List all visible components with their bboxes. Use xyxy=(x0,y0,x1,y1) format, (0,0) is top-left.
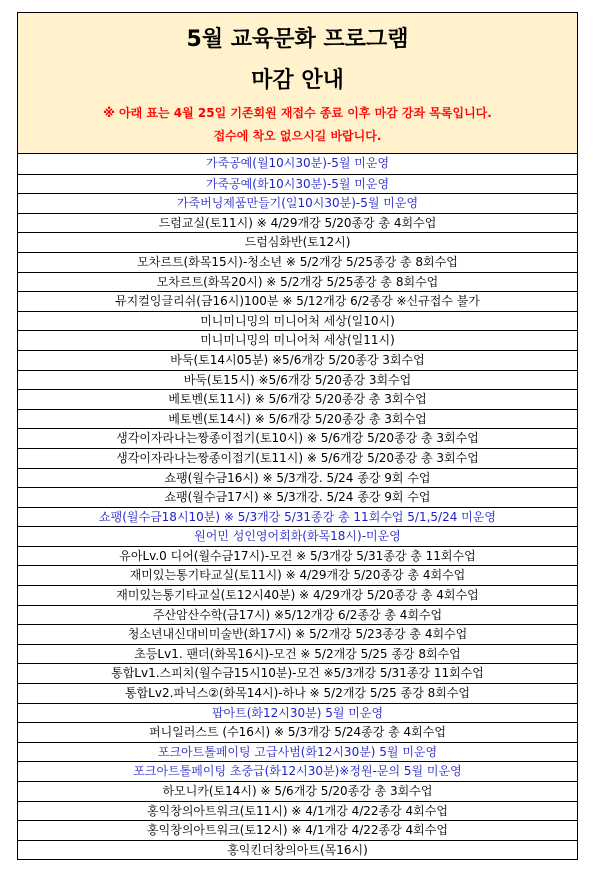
course-row: 바둑(토14시05분) ※5/6개강 5/20종강 3회수업 xyxy=(18,350,577,370)
course-row: 통합Lv2.파닉스②(화목14시)-하나 ※ 5/2개강 5/25 종강 8회수업 xyxy=(18,683,577,703)
course-row: 미니미니밍의 미니어처 세상(일11시) xyxy=(18,330,577,350)
course-row: 바둑(토15시) ※5/6개강 5/20종강 3회수업 xyxy=(18,370,577,390)
course-row: 포크아트톨페이팅 고급사범(화12시30분) 5월 미운영 xyxy=(18,742,577,762)
course-list xyxy=(17,153,578,860)
course-row: 미니미니밍의 미니어처 세상(일10시) xyxy=(18,311,577,331)
closed-courses-sheet xyxy=(17,12,578,860)
course-row: 모차르트(화목20시) ※ 5/2개강 5/25종강 총 8회수업 xyxy=(18,272,577,292)
course-row: 포크아트톨페이팅 초중급(화12시30분)※정원-문의 5월 미운영 xyxy=(18,761,577,781)
page-title: 5월 교육문화 프로그램 xyxy=(186,27,409,52)
course-row: 원어민 성인영어회화(화목18시)-미운영 xyxy=(18,526,577,546)
page-subtitle: 마감 안내 xyxy=(251,68,344,93)
course-row: 초등Lv1. 팬더(화목16시)-모건 ※ 5/2개강 5/25 종강 8회수업 xyxy=(18,644,577,664)
course-row: 가죽버닝제품만들기(일10시30분)-5월 미운영 xyxy=(18,193,577,213)
course-row: 베토벤(토11시) ※ 5/6개강 5/20종강 총 3회수업 xyxy=(18,389,577,409)
course-row: 쇼팽(월수금18시10분) ※ 5/3개강 5/31종강 총 11회수업 5/1,5/24 미운영 xyxy=(18,507,577,527)
course-row: 재미있는통기타교실(토11시) ※ 4/29개강 5/20종강 총 4회수업 xyxy=(18,565,577,585)
course-row: 베토벤(토14시) ※ 5/6개강 5/20종강 총 3회수업 xyxy=(18,409,577,429)
course-row: 쇼팽(월수금16시) ※ 5/3개강. 5/24 종강 9회 수업 xyxy=(18,468,577,488)
course-row: 드럼교실(토11시) ※ 4/29개강 5/20종강 총 4회수업 xyxy=(18,213,577,233)
course-row: 뮤지컬잉글리쉬(금16시)100분 ※ 5/12개강 6/2종강 ※신규접수 불가 xyxy=(18,291,577,311)
course-row: 통합Lv1.스피치(월수금15시10분)-모건 ※5/3개강 5/31종강 11회수업 xyxy=(18,663,577,683)
course-row: 퍼니일러스트 (수16시) ※ 5/3개강 5/24종강 총 4회수업 xyxy=(18,722,577,742)
notice-line-2: 접수에 착오 없으시길 바랍니다. xyxy=(213,129,382,143)
course-row: 재미있는통기타교실(토12시40분) ※ 4/29개강 5/20종강 총 4회수업 xyxy=(18,585,577,605)
course-row: 쇼팽(월수금17시) ※ 5/3개강. 5/24 종강 9회 수업 xyxy=(18,487,577,507)
course-row: 유아Lv.0 디어(월수금17시)-모건 ※ 5/3개강 5/31종강 총 11회수업 xyxy=(18,546,577,566)
course-row: 하모니카(토14시) ※ 5/6개강 5/20종강 총 3회수업 xyxy=(18,781,577,801)
course-row: 홍익창의아트워크(토11시) ※ 4/1개강 4/22종강 4회수업 xyxy=(18,801,577,821)
course-row: 드럼심화반(토12시) xyxy=(18,232,577,252)
course-row: 생각이자라나는짱종이접기(토10시) ※ 5/6개강 5/20종강 총 3회수업 xyxy=(18,428,577,448)
course-row: 홍익킨더창의아트(목16시) xyxy=(18,840,577,860)
course-row: 모차르트(화목15시)-청소년 ※ 5/2개강 5/25종강 총 8회수업 xyxy=(18,252,577,272)
course-row: 주산암산수학(금17시) ※5/12개강 6/2종강 총 4회수업 xyxy=(18,605,577,625)
header-block xyxy=(17,12,578,153)
course-row: 가죽공예(화10시30분)-5월 미운영 xyxy=(18,174,577,194)
notice-line-1: ※ 아래 표는 4월 25일 기존회원 재접수 종료 이후 마감 강좌 목록입니다. xyxy=(103,106,492,120)
course-row: 팝아트(화12시30분) 5월 미운영 xyxy=(18,703,577,723)
course-row: 청소년내신대비미술반(화17시) ※ 5/2개강 5/23종강 총 4회수업 xyxy=(18,624,577,644)
course-row: 생각이자라나는짱종이접기(토11시) ※ 5/6개강 5/20종강 총 3회수업 xyxy=(18,448,577,468)
course-row: 홍익창의아트워크(토12시) ※ 4/1개강 4/22종강 4회수업 xyxy=(18,820,577,840)
course-row: 가죽공예(월10시30분)-5월 미운영 xyxy=(205,156,390,170)
